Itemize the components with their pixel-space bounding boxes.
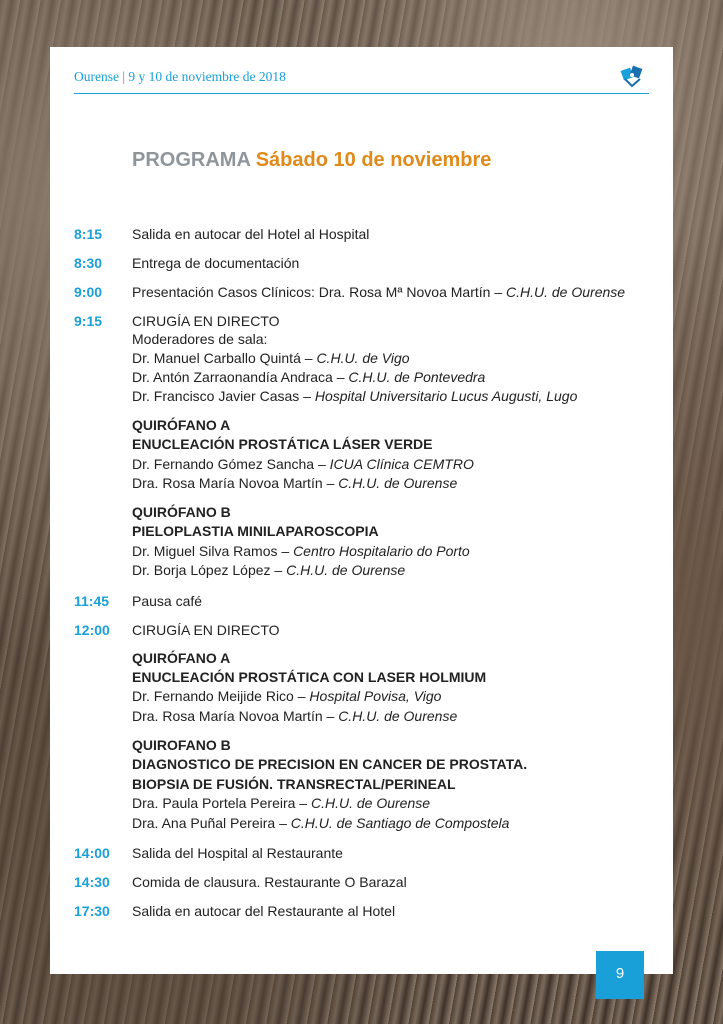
person-institution: C.H.U. de Santiago de Compostela xyxy=(290,815,510,831)
title-date: Sábado 10 de noviembre xyxy=(255,149,492,171)
person-name: Dr. Antón Zarraonandía Andraca – xyxy=(132,369,345,385)
procedure-title: BIOPSIA DE FUSIÓN. TRANSRECTAL/PERINEAL xyxy=(132,776,456,792)
schedule-text: Entrega de documentación xyxy=(132,255,300,271)
moderator-line xyxy=(132,369,485,385)
surgeon-line xyxy=(132,795,430,811)
person-name: Dr. Borja López López – xyxy=(132,562,283,578)
schedule-time: 11:45 xyxy=(74,593,110,609)
person-name: Dra. Ana Puñal Pereira – xyxy=(132,815,287,831)
person-name: Dr. Miguel Silva Ramos – xyxy=(132,543,290,559)
surgeon-line xyxy=(132,815,509,831)
person-institution: ICUA Clínica CEMTRO xyxy=(329,456,474,472)
schedule-time: 9:00 xyxy=(74,284,103,300)
schedule-time: 17:30 xyxy=(74,903,110,919)
person-institution: Hospital Universitario Lucus Augusti, Lugo xyxy=(314,388,578,404)
person-institution: C.H.U. de Ourense xyxy=(338,475,458,491)
person-institution: C.H.U. de Ourense xyxy=(338,708,458,724)
person-name: Dr. Manuel Carballo Quintá – xyxy=(132,350,313,366)
program-page xyxy=(50,47,673,982)
person-name: Dra. Rosa María Novoa Martín – xyxy=(132,475,335,491)
schedule-text: Comida de clausura. Restaurante O Barazal xyxy=(132,874,407,890)
person-name: Dra. Paula Portela Pereira – xyxy=(132,795,308,811)
surgeon-line xyxy=(132,456,474,472)
surgeon-line xyxy=(132,708,457,724)
page-number: 9 xyxy=(596,951,644,999)
title-program-label: PROGRAMA xyxy=(132,149,251,171)
person-name: Dra. Rosa María Novoa Martín – xyxy=(132,708,335,724)
schedule-text: CIRUGÍA EN DIRECTO xyxy=(132,622,280,638)
moderators-label: Moderadores de sala: xyxy=(132,331,268,347)
schedule-time: 14:30 xyxy=(74,874,110,890)
person-institution: C.H.U. de Ourense xyxy=(310,795,431,811)
person-institution: C.H.U. de Vigo xyxy=(316,350,410,366)
schedule-time: 14:00 xyxy=(74,845,110,861)
header-event-info: Ourense | 9 y 10 de noviembre de 2018 xyxy=(74,69,286,84)
schedule-text: Salida del Hospital al Restaurante xyxy=(132,845,343,861)
schedule-text: Salida en autocar del Hotel al Hospital xyxy=(132,226,370,242)
page-title xyxy=(132,149,491,172)
operating-room-label: QUIROFANO B xyxy=(132,737,231,753)
schedule-time: 8:30 xyxy=(74,255,103,271)
page-header xyxy=(74,67,649,94)
moderator-line xyxy=(132,388,577,404)
procedure-title: ENUCLEACIÓN PROSTÁTICA CON LASER HOLMIUM xyxy=(132,669,487,685)
person-institution: Hospital Povisa, Vigo xyxy=(309,688,442,704)
person-name: Dr. Francisco Javier Casas – xyxy=(132,388,311,404)
surgeon-line xyxy=(132,475,457,491)
schedule-text: Presentación Casos Clínicos: Dra. Rosa Mª Novoa Martín – xyxy=(132,284,503,300)
schedule-text: Salida en autocar del Restaurante al Hotel xyxy=(132,903,396,919)
person-name: Dr. Fernando Gómez Sancha – xyxy=(132,456,326,472)
procedure-title: PIELOPLASTIA MINILAPAROSCOPIA xyxy=(132,523,379,539)
schedule-text: Pausa café xyxy=(132,593,203,609)
procedure-title: DIAGNOSTICO DE PRECISION EN CANCER DE PROSTATA. xyxy=(132,756,528,772)
schedule-time: 8:15 xyxy=(74,226,103,242)
surgeon-line xyxy=(132,543,470,559)
person-name: Dr. Fernando Meijide Rico – xyxy=(132,688,306,704)
person-institution: C.H.U. de Ourense xyxy=(286,562,406,578)
schedule-time: 12:00 xyxy=(74,622,110,638)
operating-room-label: QUIRÓFANO A xyxy=(132,417,231,433)
schedule-text: CIRUGÍA EN DIRECTO xyxy=(132,313,280,329)
congress-logo-icon xyxy=(619,63,645,89)
operating-room-label: QUIRÓFANO B xyxy=(132,504,231,520)
schedule-time: 9:15 xyxy=(74,313,103,329)
person-institution: C.H.U. de Pontevedra xyxy=(348,369,486,385)
procedure-title: ENUCLEACIÓN PROSTÁTICA LÁSER VERDE xyxy=(132,436,433,452)
person-institution: Centro Hospitalario do Porto xyxy=(293,543,470,559)
operating-room-label: QUIRÓFANO A xyxy=(132,650,231,666)
surgeon-line xyxy=(132,562,405,578)
schedule-institution: C.H.U. de Ourense xyxy=(506,284,626,300)
surgeon-line xyxy=(132,688,441,704)
moderator-line xyxy=(132,350,410,366)
